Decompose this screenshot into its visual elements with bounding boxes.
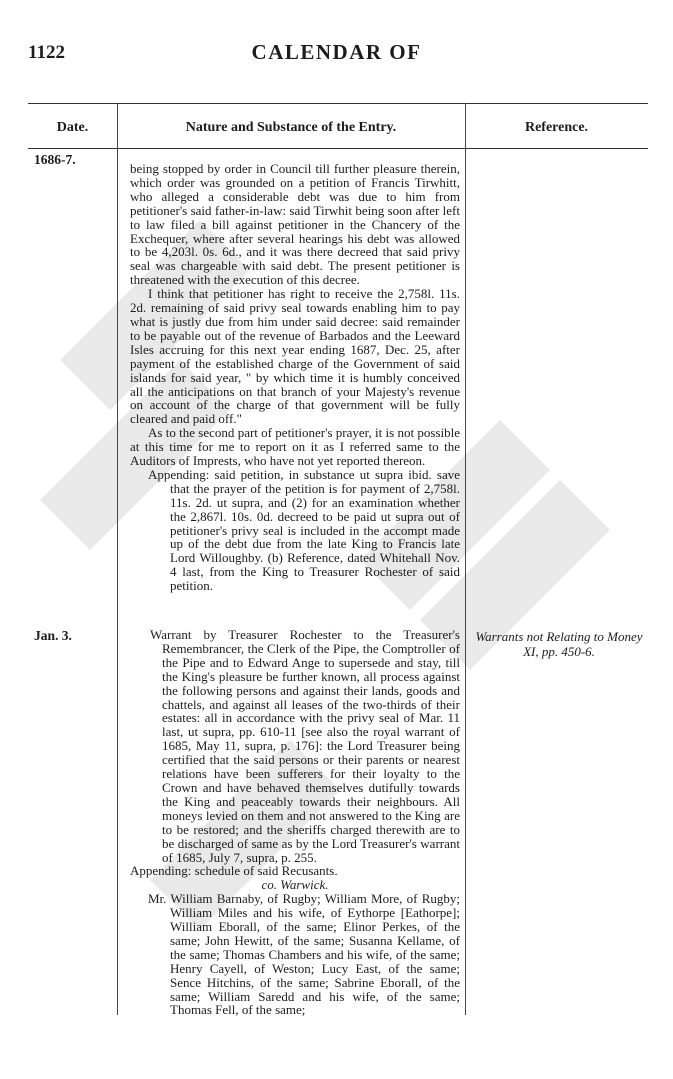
running-title: CALENDAR OF: [251, 40, 422, 64]
column-divider-reference: [465, 103, 466, 1015]
entry-date: Jan. 3.: [34, 628, 72, 643]
entry-text: [130, 162, 460, 593]
appending-paragraph: Appending: said petition, in substance ut supra ibid. save that the prayer of the petition is for payment of 2,758l. 11s. 2d. ut supra, and (2) for an examination whether the 2,867l. 10s. 0d. decreed to be paid ut supra out of petitioner's privy seal is included in the accompt made up of the debt due from the late King to Francis late Lord Willoughby. (b) Reference, dated Whitehall Nov. 4 last, from the King to Treasurer Rochester of said petition.: [148, 466, 460, 594]
county-heading: co. Warwick.: [261, 877, 329, 893]
column-header-date: Date.: [56, 120, 89, 135]
entry-date: 1686-7.: [34, 152, 76, 167]
column-divider-date: [117, 103, 118, 1015]
entry-reference: Warrants not Relating to Money XI, pp. 450-6.: [475, 629, 643, 659]
page-number: 1122: [28, 42, 65, 63]
column-header-reference: Reference.: [524, 120, 589, 135]
entry-paragraph: being stopped by order in Council till further pleasure therein, which order was grounded on a petition of Francis Tirwhitt, who alleged a considerable debt was due to him from petitioner's said father-in-law: said Tirwhit being soon after left to law filed a bill against petitioner in the Chancery of the Exchequer, where after several hearings his debt was allowed to be 4,203l. 0s. 6d., and it was there decreed that said privy seal was chargeable with said debt. The present petitioner is threatened with the execution of this decree.: [130, 161, 460, 288]
table-top-rule: [28, 103, 648, 104]
recusant-list: Mr. William Barnaby, of Rugby; William More, of Rugby; William Miles and his wife, of Eythorpe [Eathorpe]; William Eborall, of the same; Elinor Perkes, of the same; John Hewitt, of the same; Susanna Kellame, of the same; Thomas Chambers and his wife, of the same; Henry Cayell, of Weston; Lucy East, of the same; Sence Hitchins, of the same; Sabrine Eborall, of the same; William Saredd and his wife, of the same; Thomas Fell, of the same;: [148, 891, 460, 1018]
entry-paragraph: I think that petitioner has right to receive the 2,758l. 11s. 2d. remaining of said privy seal towards enabling him to pay what is justly due from him under said decree: said remainder to be payable out of the revenue of Barbados and the Leeward Isles accruing for this next year ending 1687, Dec. 25, after payment of the established charge of the Government of said islands for said year, " by which time it is humbly conceived all the anticipations on that branch of your Majesty's revenue on account of the charge of that government will be fully cleared and paid off.": [130, 286, 460, 427]
appending-paragraph: Appending: schedule of said Recusants.: [130, 863, 338, 879]
column-header-nature: Nature and Substance of the Entry.: [185, 120, 397, 135]
entry-paragraph: As to the second part of petitioner's prayer, it is not possible at this time for me to report on it as I referred same to the Auditors of Imprests, who have not yet reported thereon.: [130, 425, 460, 469]
table-header-rule: [28, 148, 648, 149]
entry-text: [130, 628, 460, 1017]
entry-paragraph: Warrant by Treasurer Rochester to the Treasurer's Remembrancer, the Clerk of the Pipe, the Comptroller of the Pipe and to Edward Ange to supersede and stay, till the King's pleasure be further known, all process against the following persons and against their lands, goods and chattels, and against all leases of the two-thirds of their estates: all in accordance with the privy seal of Mar. 11 last, ut supra, pp. 610-11 [see also the royal warrant of 1685, May 11, supra, p. 176]: the Lord Treasurer being certified that the said persons or their parents or nearest relations have been sufferers for their loyalty to the Crown and have behaved themselves dutifully towards the King and peaceably towards their neighbours. All moneys levied on them and not answered to the King are to be restored; and the sheriffs charged therewith are to be discharged of same as by the Lord Treasurer's warrant of 1685, July 7, supra, p. 255.: [150, 627, 460, 865]
